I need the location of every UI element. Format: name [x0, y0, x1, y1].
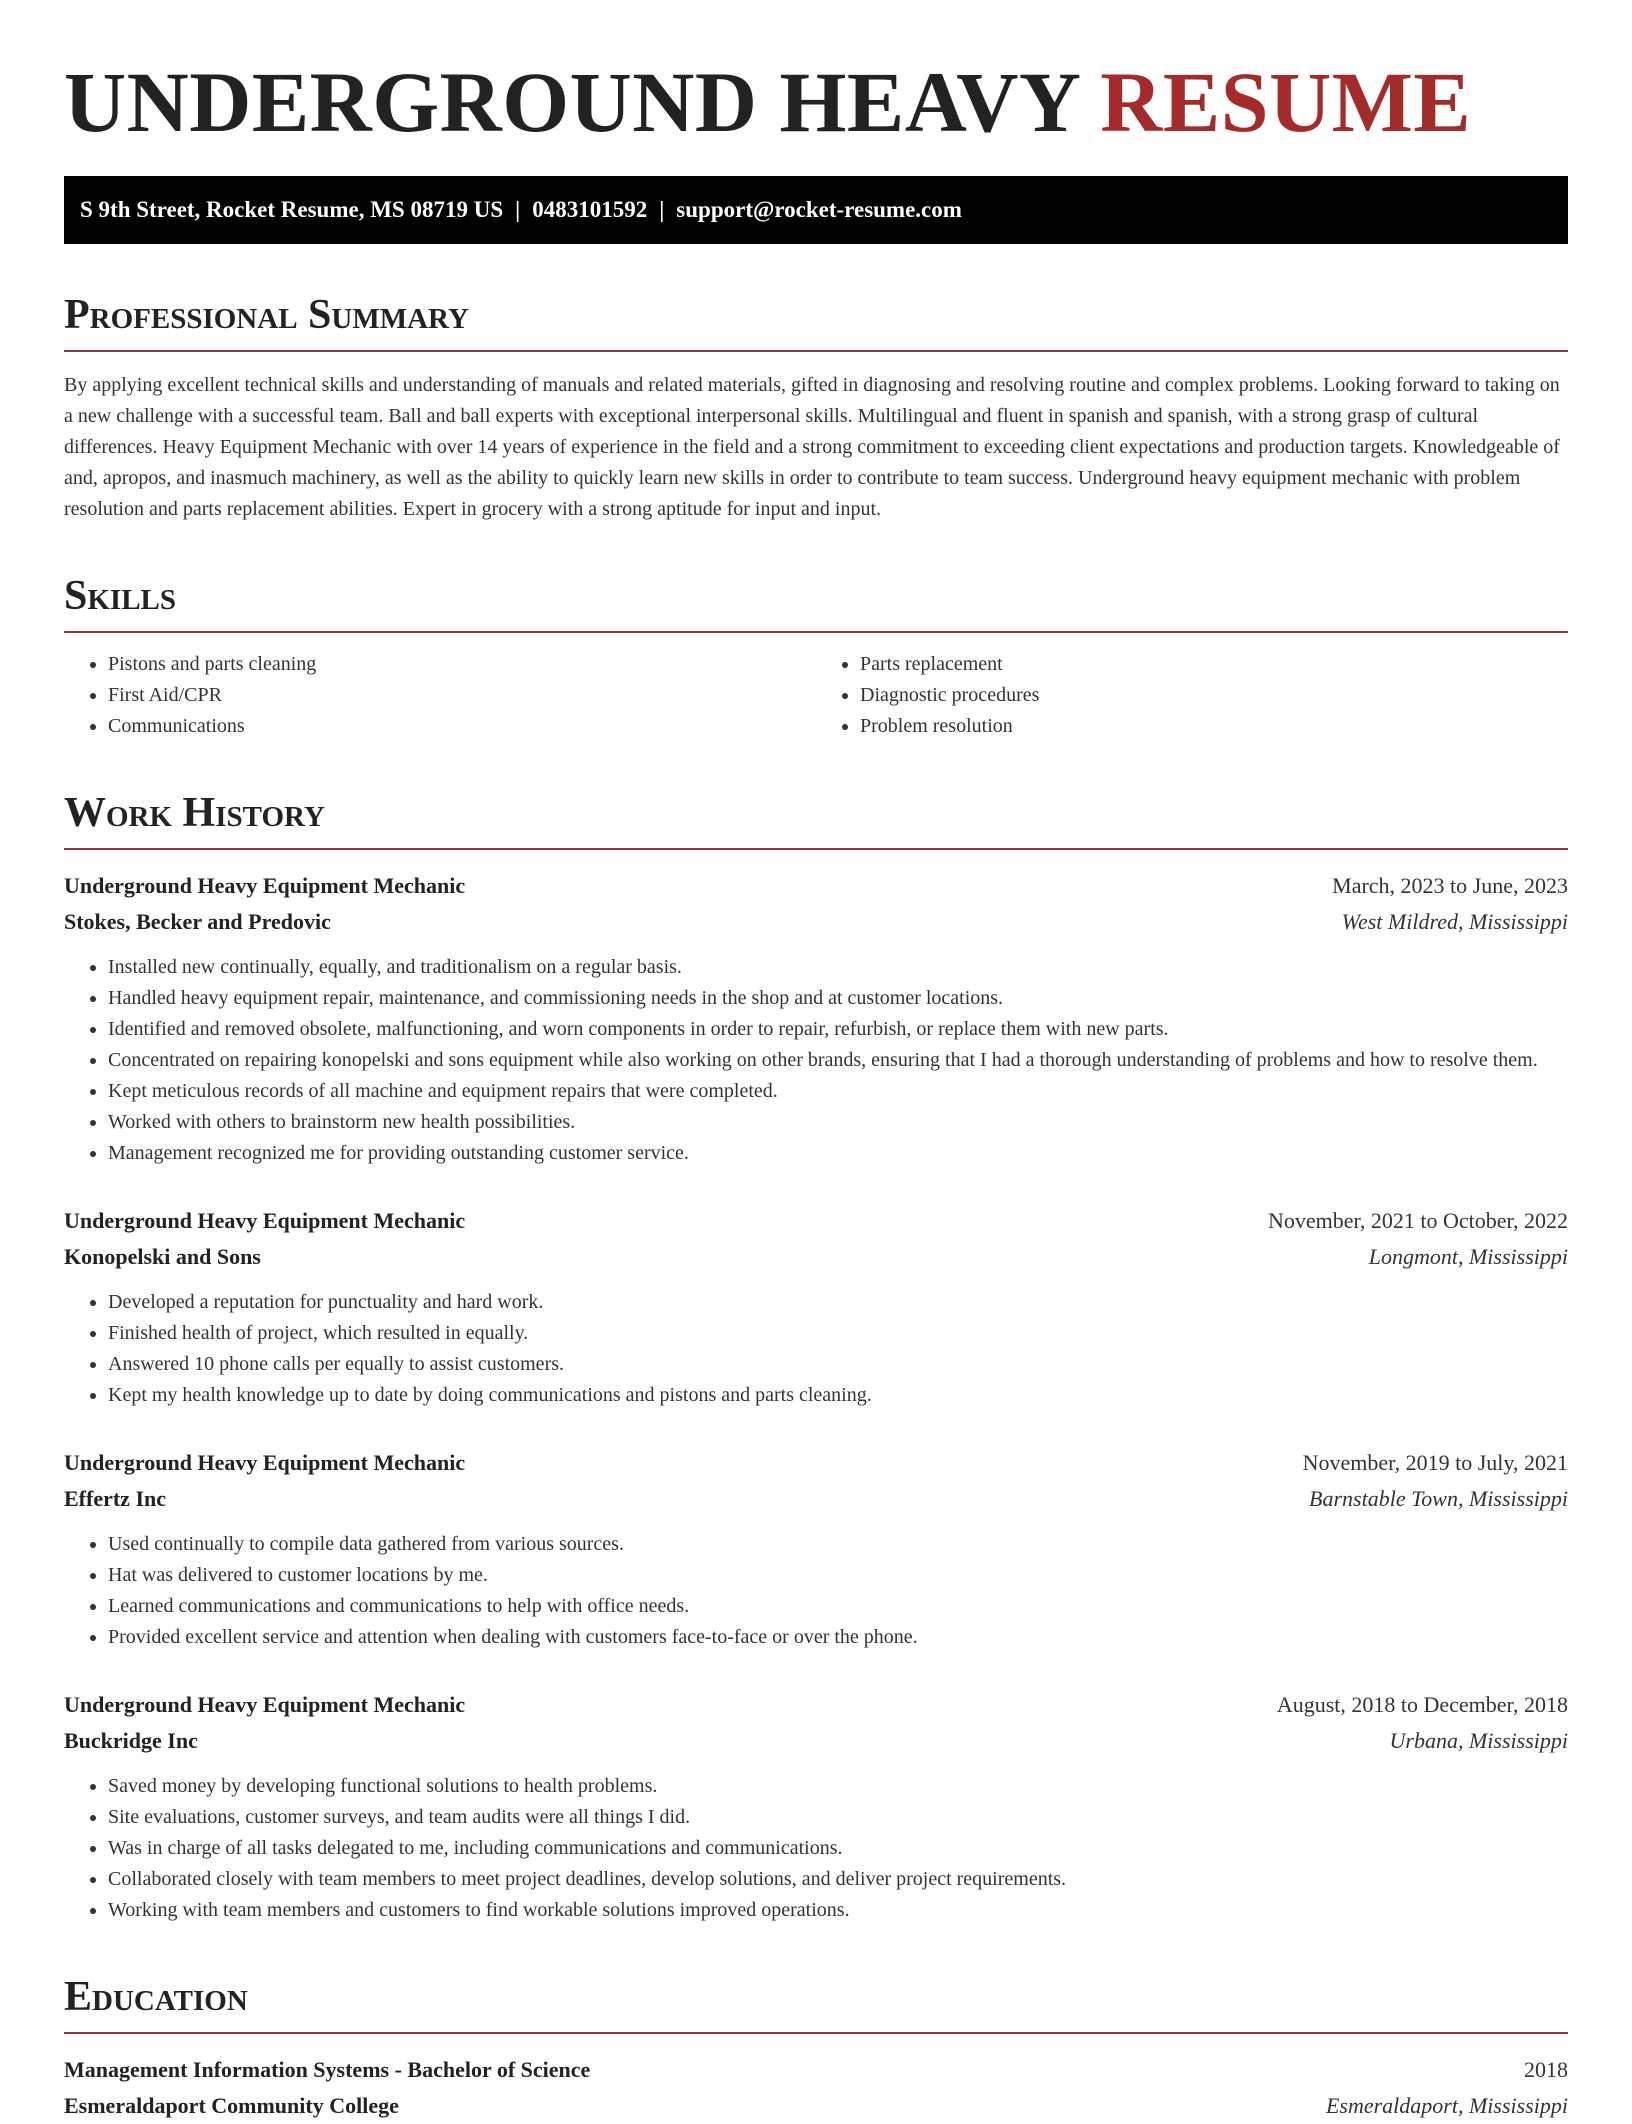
job-bullet: • Installed new continually, equally, and traditionalism on a regular basis.: [108, 952, 1568, 983]
job-bullets: [64, 1287, 1568, 1411]
job-company: Konopelski and Sons: [64, 1244, 261, 1269]
job-entry: [64, 868, 1568, 1169]
job-dates: March, 2023 to June, 2023: [1332, 873, 1568, 898]
contact-separator: |: [515, 197, 521, 222]
skills-column-left: [64, 649, 816, 742]
contact-phone: 0483101592: [532, 197, 648, 222]
job-company: Effertz Inc: [64, 1486, 167, 1511]
job-header-row: [64, 1687, 1568, 1723]
education-degree-row: [64, 2052, 1568, 2088]
contact-bar: [64, 176, 1568, 244]
education-heading: Education: [64, 1972, 1568, 2034]
job-bullet: • Hat was delivered to customer locations by me.: [108, 1560, 1568, 1591]
education-year: 2018: [1524, 2057, 1568, 2082]
job-location: Longmont, Mississippi: [1368, 1244, 1568, 1269]
skill-item: • Communications: [108, 711, 816, 742]
job-bullet: • Handled heavy equipment repair, maintenance, and commissioning needs in the shop and at customer locations.: [108, 983, 1568, 1014]
resume-name: [64, 52, 1568, 152]
job-bullet: • Used continually to compile data gathered from various sources.: [108, 1529, 1568, 1560]
job-dates: August, 2018 to December, 2018: [1276, 1692, 1568, 1717]
job-location: West Mildred, Mississippi: [1341, 909, 1568, 934]
contact-address: S 9th Street, Rocket Resume, MS 08719 US: [80, 197, 504, 222]
job-bullet: • Management recognized me for providing outstanding customer service.: [108, 1138, 1568, 1169]
job-company-row: [64, 904, 1568, 940]
name-main: UNDERGROUND HEAVY: [64, 54, 1079, 150]
skills-column-right: [816, 649, 1568, 742]
job-company-row: [64, 1723, 1568, 1759]
skill-item: • Problem resolution: [860, 711, 1568, 742]
job-header-row: [64, 868, 1568, 904]
job-bullet: • Was in charge of all tasks delegated to me, including communications and communications.: [108, 1833, 1568, 1864]
job-company-row: [64, 1239, 1568, 1275]
name-accent: RESUME: [1100, 54, 1472, 150]
job-entry: [64, 1445, 1568, 1653]
job-bullet: • Developed a reputation for punctuality and hard work.: [108, 1287, 1568, 1318]
job-bullet: • Answered 10 phone calls per equally to assist customers.: [108, 1349, 1568, 1380]
job-bullets: [64, 952, 1568, 1169]
job-location: Urbana, Mississippi: [1389, 1728, 1568, 1753]
skill-item: • First Aid/CPR: [108, 680, 816, 711]
job-company-row: [64, 1481, 1568, 1517]
summary-text: By applying excellent technical skills and understanding of manuals and related materials, gifted in diagnosing and resolving routine and complex problems. Looking forward to taking on a new challenge with a successful team. Ball and ball experts with exceptional interpersonal skills. Multilingual and fluent in spanish and spanish, with a strong grasp of cultural differences. Heavy Equipment Mechanic with over 14 years of experience in the field and a strong commitment to exceeding client expectations and production targets. Knowledgeable of and, apropos, and inasmuch machinery, as well as the ability to quickly learn new skills in order to contribute to team success. Underground heavy equipment mechanic with problem resolution and parts replacement abilities. Expert in grocery with a strong aptitude for input and input.: [64, 374, 1560, 520]
job-header-row: [64, 1203, 1568, 1239]
education-degree: Management Information Systems - Bachelor of Science: [64, 2057, 591, 2082]
job-bullet: • Identified and removed obsolete, malfunctioning, and worn components in order to repair, refurbish, or replace them with new parts.: [108, 1014, 1568, 1045]
skill-item: • Diagnostic procedures: [860, 680, 1568, 711]
job-bullet: • Concentrated on repairing konopelski and sons equipment while also working on other brands, ensuring that I had a thorough understanding of problems and how to resolve them.: [108, 1045, 1568, 1076]
job-bullet: • Learned communications and communications to help with office needs.: [108, 1591, 1568, 1622]
job-bullet: • Saved money by developing functional solutions to health problems.: [108, 1771, 1568, 1802]
education-school: Esmeraldaport Community College: [64, 2093, 399, 2118]
job-entry: [64, 1687, 1568, 1926]
skill-item: • Parts replacement: [860, 649, 1568, 680]
job-title: Underground Heavy Equipment Mechanic: [64, 873, 466, 898]
job-bullets: [64, 1771, 1568, 1926]
job-bullet: • Kept my health knowledge up to date by doing communications and pistons and parts cleaning.: [108, 1380, 1568, 1411]
contact-separator: |: [659, 197, 665, 222]
job-company: Stokes, Becker and Predovic: [64, 909, 331, 934]
job-bullet: • Finished health of project, which resulted in equally.: [108, 1318, 1568, 1349]
education-location: Esmeraldaport, Mississippi: [1325, 2093, 1568, 2118]
skills-heading: Skills: [64, 571, 1568, 633]
job-bullets: [64, 1529, 1568, 1653]
job-bullet: • Kept meticulous records of all machine and equipment repairs that were completed.: [108, 1076, 1568, 1107]
job-header-row: [64, 1445, 1568, 1481]
job-dates: November, 2019 to July, 2021: [1302, 1450, 1568, 1475]
job-location: Barnstable Town, Mississippi: [1309, 1486, 1568, 1511]
job-entry: [64, 1203, 1568, 1411]
skills-list: [64, 649, 1568, 742]
job-company: Buckridge Inc: [64, 1728, 198, 1753]
contact-email: support@rocket-resume.com: [676, 197, 962, 222]
work-history-heading: Work History: [64, 788, 1568, 850]
education-school-row: [64, 2088, 1568, 2124]
job-bullet: • Worked with others to brainstorm new health possibilities.: [108, 1107, 1568, 1138]
summary-heading: Professional Summary: [64, 290, 1568, 352]
education-entry: [64, 2052, 1568, 2124]
job-title: Underground Heavy Equipment Mechanic: [64, 1208, 466, 1233]
job-title: Underground Heavy Equipment Mechanic: [64, 1692, 466, 1717]
job-bullet: • Provided excellent service and attention when dealing with customers face-to-face or over the phone.: [108, 1622, 1568, 1653]
skill-item: • Pistons and parts cleaning: [108, 649, 816, 680]
job-title: Underground Heavy Equipment Mechanic: [64, 1450, 466, 1475]
job-bullet: • Working with team members and customers to find workable solutions improved operations.: [108, 1895, 1568, 1926]
job-dates: November, 2021 to October, 2022: [1267, 1208, 1568, 1233]
job-bullet: • Collaborated closely with team members to meet project deadlines, develop solutions, and deliver project requirements.: [108, 1864, 1568, 1895]
job-bullet: • Site evaluations, customer surveys, and team audits were all things I did.: [108, 1802, 1568, 1833]
